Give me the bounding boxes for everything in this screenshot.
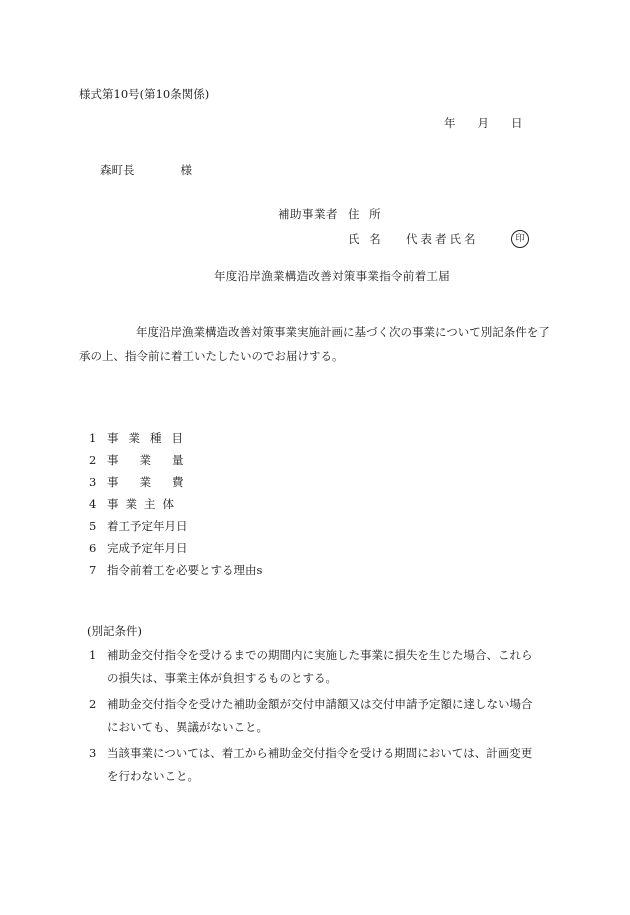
item-number: 7 — [89, 563, 97, 577]
conditions-list — [89, 644, 554, 791]
condition-number: 2 — [89, 697, 97, 711]
date-day: 日 — [511, 116, 523, 130]
condition-text-line2: を行わないこと。 — [107, 769, 199, 783]
address-label: 住 所 — [348, 207, 381, 221]
date-month: 月 — [477, 116, 489, 130]
item-label: 着工予定年月日 — [107, 519, 188, 533]
item-number: 4 — [89, 497, 97, 511]
name-label: 氏 名 — [348, 232, 381, 246]
item-label: 指令前着工を必要とする理由s — [107, 563, 263, 577]
condition-text-line1: 補助金交付指令を受けた補助金額が交付申請額又は交付申請予定額に達しない場合 — [107, 697, 533, 711]
list-item — [89, 520, 262, 542]
condition-text-line1: 補助金交付指令を受けるまでの期間内に実施した事業に損失を生じた場合、これら — [107, 648, 533, 662]
applicant-label: 補助事業者 — [278, 207, 338, 221]
representative-label: 代表者氏名 — [406, 232, 479, 246]
condition-item — [89, 693, 554, 739]
condition-text-line1: 当該事業については、着工から補助金交付指令を受ける期間においては、計画変更 — [107, 746, 533, 760]
document-title: 年度沿岸漁業構造改善対策事業指令前着工届 — [214, 269, 450, 283]
item-number: 6 — [89, 541, 97, 555]
list-item — [89, 432, 262, 454]
item-number: 2 — [89, 453, 97, 467]
list-item — [89, 454, 262, 476]
item-label: 事業量 — [107, 453, 205, 467]
addressee — [100, 165, 192, 177]
item-number: 5 — [89, 519, 97, 533]
addressee-honorific: 様 — [180, 163, 192, 177]
condition-text-line2: の損失は、事業主体が負担するものとする。 — [107, 671, 337, 685]
item-label: 事業種目 — [107, 431, 193, 445]
conditions-heading: (別記条件) — [87, 624, 142, 638]
condition-number: 3 — [89, 746, 97, 760]
condition-item — [89, 644, 554, 690]
list-item — [89, 564, 262, 586]
seal-mark: 印 — [511, 230, 529, 248]
form-number: 様式第10号(第10条関係) — [79, 87, 210, 101]
date-line — [444, 118, 523, 130]
condition-item — [89, 742, 554, 788]
intro-paragraph: 年度沿岸漁業構造改善対策事業実施計画に基づく次の事業について別記条件を了承の上、指令前に着工いたしたいのでお届けする。 — [79, 325, 550, 363]
item-label: 事業費 — [107, 475, 205, 489]
item-number: 3 — [89, 475, 97, 489]
item-number: 1 — [89, 431, 97, 445]
item-label: 完成予定年月日 — [107, 541, 188, 555]
list-item — [89, 542, 262, 564]
condition-number: 1 — [89, 648, 97, 662]
list-item — [89, 476, 262, 498]
item-label: 事業主体 — [107, 497, 181, 511]
condition-text-line2: においても、異議がないこと。 — [107, 720, 268, 734]
list-item — [89, 498, 262, 520]
date-year: 年 — [444, 116, 456, 130]
addressee-mayor: 森町長 — [100, 163, 135, 177]
item-list — [89, 432, 262, 586]
